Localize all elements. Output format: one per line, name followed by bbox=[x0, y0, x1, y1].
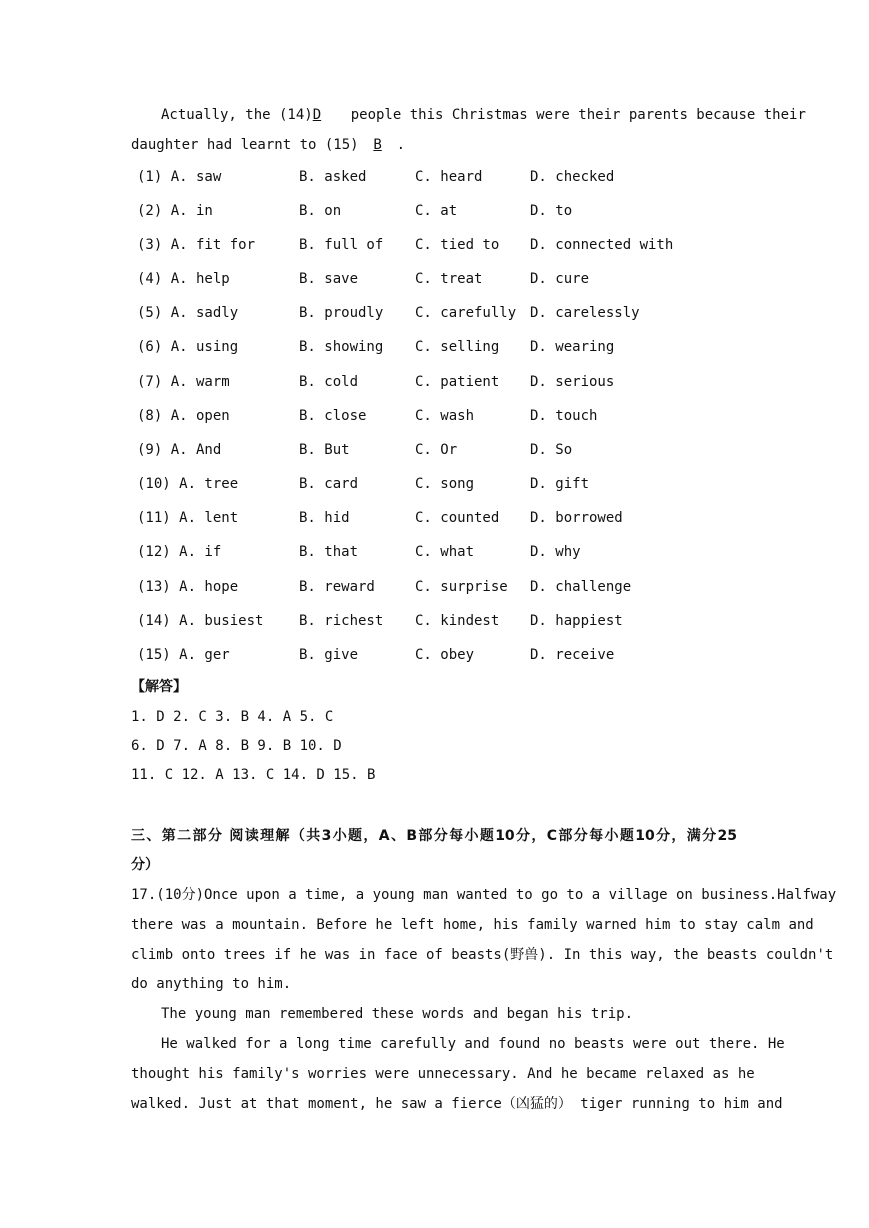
option-a: (2) A. in bbox=[137, 203, 213, 219]
blank-15-answer: B bbox=[373, 137, 382, 153]
option-d: D. cure bbox=[530, 271, 590, 287]
option-d: D. carelessly bbox=[530, 305, 640, 321]
option-a: (10) A. tree bbox=[137, 476, 239, 492]
option-c: C. heard bbox=[415, 169, 483, 185]
option-d: D. happiest bbox=[530, 613, 623, 629]
option-c: C. treat bbox=[415, 271, 483, 287]
option-b: B. close bbox=[299, 408, 367, 424]
intro-line-2-post: . bbox=[396, 137, 406, 153]
intro-line-2 bbox=[131, 135, 737, 155]
section-heading-line-1: 三、第二部分 阅读理解（共3小题，A、B部分每小题10分，C部分每小题10分，满分25 bbox=[131, 828, 737, 844]
passage-line: He walked for a long time carefully and found no beasts were out there. He bbox=[161, 1036, 785, 1052]
option-a: (7) A. warm bbox=[137, 374, 230, 390]
option-d: D. connected with bbox=[530, 237, 674, 253]
passage-line: 17.(10分)Once upon a time, a young man wanted to go to a village on business.Halfway bbox=[131, 887, 837, 903]
intro-line-1-pre: Actually, the (14) bbox=[161, 107, 313, 123]
option-c: C. kindest bbox=[415, 613, 500, 629]
passage-line: walked. Just at that moment, he saw a fierce（凶猛的） tiger running to him and bbox=[131, 1096, 783, 1112]
option-d: D. serious bbox=[530, 374, 615, 390]
option-b: B. reward bbox=[299, 579, 375, 595]
blank-14-answer: D bbox=[312, 107, 322, 123]
option-b: B. showing bbox=[299, 339, 384, 355]
option-d: D. to bbox=[530, 203, 573, 219]
option-c: C. surprise bbox=[415, 579, 508, 595]
option-b: B. on bbox=[299, 203, 342, 219]
option-b: B. full of bbox=[299, 237, 384, 253]
option-c: C. what bbox=[415, 544, 475, 560]
option-a: (8) A. open bbox=[137, 408, 230, 424]
option-a: (3) A. fit for bbox=[137, 237, 256, 253]
option-a: (12) A. if bbox=[137, 544, 222, 560]
intro-line-1 bbox=[161, 105, 806, 125]
option-b: B. richest bbox=[299, 613, 384, 629]
intro-line-1-post: people this Christmas were their parents because their bbox=[350, 107, 806, 123]
option-c: C. tied to bbox=[415, 237, 500, 253]
option-b: B. give bbox=[299, 647, 359, 663]
option-d: D. checked bbox=[530, 169, 615, 185]
passage-line: climb onto trees if he was in face of beasts(野兽). In this way, the beasts couldn't bbox=[131, 947, 834, 963]
option-a: (15) A. ger bbox=[137, 647, 230, 663]
option-d: D. So bbox=[530, 442, 573, 458]
option-a: (6) A. using bbox=[137, 339, 239, 355]
option-d: D. why bbox=[530, 544, 581, 560]
option-c: C. carefully bbox=[415, 305, 517, 321]
option-c: C. at bbox=[415, 203, 458, 219]
intro-line-2-pre: daughter had learnt to (15) bbox=[131, 137, 359, 153]
answer-heading: 【解答】 bbox=[131, 679, 187, 695]
option-c: C. wash bbox=[415, 408, 475, 424]
answer-line: 11. C 12. A 13. C 14. D 15. B bbox=[131, 767, 376, 783]
option-a: (11) A. lent bbox=[137, 510, 239, 526]
option-d: D. wearing bbox=[530, 339, 615, 355]
option-a: (1) A. saw bbox=[137, 169, 222, 185]
option-d: D. receive bbox=[530, 647, 615, 663]
option-c: C. selling bbox=[415, 339, 500, 355]
option-d: D. challenge bbox=[530, 579, 632, 595]
option-c: C. Or bbox=[415, 442, 458, 458]
option-a: (13) A. hope bbox=[137, 579, 239, 595]
option-a: (5) A. sadly bbox=[137, 305, 239, 321]
option-c: C. obey bbox=[415, 647, 475, 663]
option-b: B. save bbox=[299, 271, 359, 287]
passage-line: thought his family's worries were unnecessary. And he became relaxed as he bbox=[131, 1066, 755, 1082]
option-c: C. counted bbox=[415, 510, 500, 526]
option-d: D. touch bbox=[530, 408, 598, 424]
passage-line: do anything to him. bbox=[131, 976, 292, 992]
option-a: (9) A. And bbox=[137, 442, 222, 458]
option-a: (4) A. help bbox=[137, 271, 230, 287]
option-d: D. borrowed bbox=[530, 510, 623, 526]
option-c: C. patient bbox=[415, 374, 500, 390]
option-b: B. proudly bbox=[299, 305, 384, 321]
option-a: (14) A. busiest bbox=[137, 613, 264, 629]
passage-line: there was a mountain. Before he left home, his family warned him to stay calm and bbox=[131, 917, 814, 933]
option-b: B. cold bbox=[299, 374, 359, 390]
option-b: B. that bbox=[299, 544, 359, 560]
option-b: B. hid bbox=[299, 510, 350, 526]
option-d: D. gift bbox=[530, 476, 590, 492]
passage-line: The young man remembered these words and began his trip. bbox=[161, 1006, 634, 1022]
option-b: B. But bbox=[299, 442, 350, 458]
section-heading-line-2: 分） bbox=[131, 857, 159, 873]
option-b: B. card bbox=[299, 476, 359, 492]
option-b: B. asked bbox=[299, 169, 367, 185]
answer-line: 1. D 2. C 3. B 4. A 5. C bbox=[131, 709, 334, 725]
answer-line: 6. D 7. A 8. B 9. B 10. D bbox=[131, 738, 342, 754]
option-c: C. song bbox=[415, 476, 475, 492]
